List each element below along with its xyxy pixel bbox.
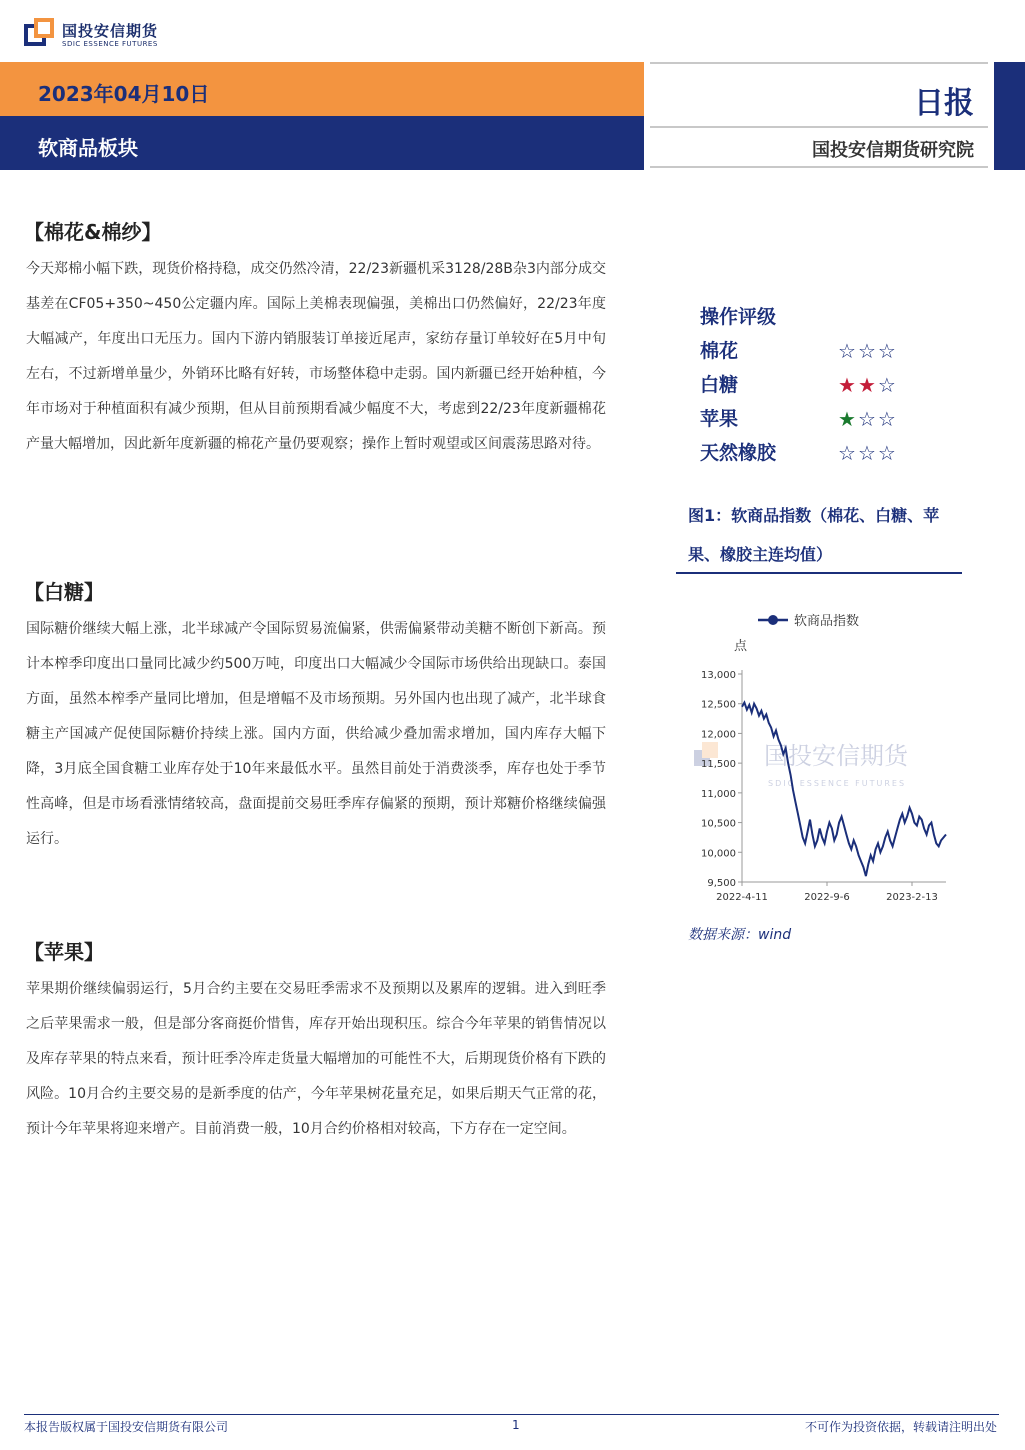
report-type: 日报 [914,86,974,121]
x-tick-label: 2023-2-13 [886,892,938,903]
soft-commodity-index-chart [676,600,966,910]
series-line [742,703,946,877]
star-empty-icon: ☆ [857,339,878,363]
rating-name: 白糖 [700,374,739,396]
section-title-sugar: 【白糖】 [24,580,104,604]
legend-label: 软商品指数 [794,614,860,629]
rating-panel [700,300,960,470]
rating-stars [838,436,898,470]
x-tick-label: 2022-4-11 [716,892,768,903]
y-tick-label: 11,500 [701,759,736,771]
section-title-cotton: 【棉花&棉纱】 [24,220,162,244]
x-axis [716,882,946,903]
y-tick-label: 12,500 [701,699,736,711]
divider [650,166,988,168]
rating-stars [838,402,898,436]
rating-row [700,368,960,402]
legend-marker [768,615,778,625]
star-filled-icon: ★ [857,373,878,397]
y-tick-label: 9,500 [707,878,736,889]
rating-stars [838,368,898,402]
divider [650,62,988,64]
institute-name: 国投安信期货研究院 [812,140,974,161]
report-date: 2023年04月10日 [38,82,210,106]
footer-disclaimer: 不可作为投资依据，转载请注明出处 [804,1420,997,1434]
figure-source: 数据来源：wind [688,927,792,943]
rating-name: 天然橡胶 [700,442,777,464]
watermark-mark [702,742,718,758]
section-body-cotton: 今天郑棉小幅下跌，现货价格持稳，成交仍然冷清，22/23新疆机采3128/28B杂3内部分成交基差在CF05+350~450公定疆内库。国际上美棉表现偏强，美棉出口仍然偏好，22/23年度大幅减产，年度出口无压力。国内下游内销服装订单接近尾声，家纺存量订单较好在5月中旬左右，不过新增单量少，外销环比略有好转，市场整体稳中走弱。国内新疆已经开始种植，今年市场对于种植面积有减少预期，但从目前预期看减少幅度不大，考虑到22/23年度新疆棉花产量大幅增加，因此新年度新疆的棉花产量仍要观察；操作上暂时观望或区间震荡思路对待。 [26,261,606,452]
star-filled-icon: ★ [838,373,858,397]
page-number: 1 [512,1418,520,1432]
rating-title: 操作评级 [700,306,777,328]
watermark-text-en: SDIC ESSENCE FUTURES [768,779,907,788]
report-sector: 软商品板块 [38,136,138,160]
watermark-text-cn: 国投安信期货 [764,742,908,770]
star-empty-icon: ☆ [857,441,878,465]
figure-title: 图1：软商品指数（棉花、白糖、苹果、橡胶主连均值） [688,506,940,564]
y-axis-label: 点 [734,639,748,654]
star-empty-icon: ☆ [877,441,898,465]
star-empty-icon: ☆ [877,339,898,363]
star-empty-icon: ☆ [877,407,898,431]
rating-name: 苹果 [700,408,739,430]
star-empty-icon: ☆ [838,339,858,363]
series-group [742,703,946,877]
y-tick-label: 11,000 [701,788,736,800]
logo-text-en: SDIC ESSENCE FUTURES [62,40,158,48]
logo-text-cn: 国投安信期货 [62,22,159,40]
rating-stars [838,334,898,368]
header-accent-tab [994,62,1025,170]
section-body-sugar: 国际糖价继续大幅上涨，北半球减产令国际贸易流偏紧，供需偏紧带动美糖不断创下新高。预计本榨季印度出口量同比减少约500万吨，印度出口大幅减少令国际市场供给出现缺口。泰国方面，虽然本榨季产量同比增加，但是增幅不及市场预期。另外国内也出现了减产，北半球食糖主产国减产促使国际糖价持续上涨。国内方面，供给减少叠加需求增加，国内库存大幅下降，3月底全国食糖工业库存处于10年来最低水平。虽然目前处于消费淡季，库存也处于季节性高峰，但是市场看涨情绪较高，盘面提前交易旺季库存偏紧的预期，预计郑糖价格继续偏强运行。 [26,621,606,847]
rating-row [700,436,960,470]
figure-divider [676,572,962,574]
rating-name: 棉花 [700,340,739,362]
footer-divider [24,1414,999,1415]
chart-legend [758,613,859,629]
y-tick-label: 10,500 [701,818,736,830]
rating-row [700,334,960,368]
star-empty-icon: ☆ [838,441,858,465]
x-tick-label: 2022-9-6 [804,892,850,903]
rating-row [700,402,960,436]
footer-copyright: 本报告版权属于国投安信期货有限公司 [24,1420,229,1434]
y-tick-label: 12,000 [701,729,736,741]
report-header-right [650,62,988,170]
y-tick-label: 13,000 [701,670,736,681]
section-body-apple: 苹果期价继续偏弱运行，5月合约主要在交易旺季需求不及预期以及累库的逻辑。进入到旺季之后苹果需求一般，但是部分客商挺价惜售，库存开始出现积压。综合今年苹果的销售情况以及库存苹果的特点来看，预计旺季冷库走货量大幅增加的可能性不大，后期现货价格有下跌的风险。10月合约主要交易的是新季度的估产，今年苹果树花量充足，如果后期天气正常的花，预计今年苹果将迎来增产。目前消费一般，10月合约价格相对较高，下方存在一定空间。 [26,981,606,1137]
star-empty-icon: ☆ [877,373,898,397]
logo-mark-icon [24,18,54,48]
star-empty-icon: ☆ [857,407,878,431]
section-title-apple: 【苹果】 [24,940,104,964]
divider [650,126,988,128]
y-axis [701,670,742,889]
company-logo [24,14,224,54]
star-filled-icon: ★ [838,407,858,431]
y-tick-label: 10,000 [701,848,736,860]
